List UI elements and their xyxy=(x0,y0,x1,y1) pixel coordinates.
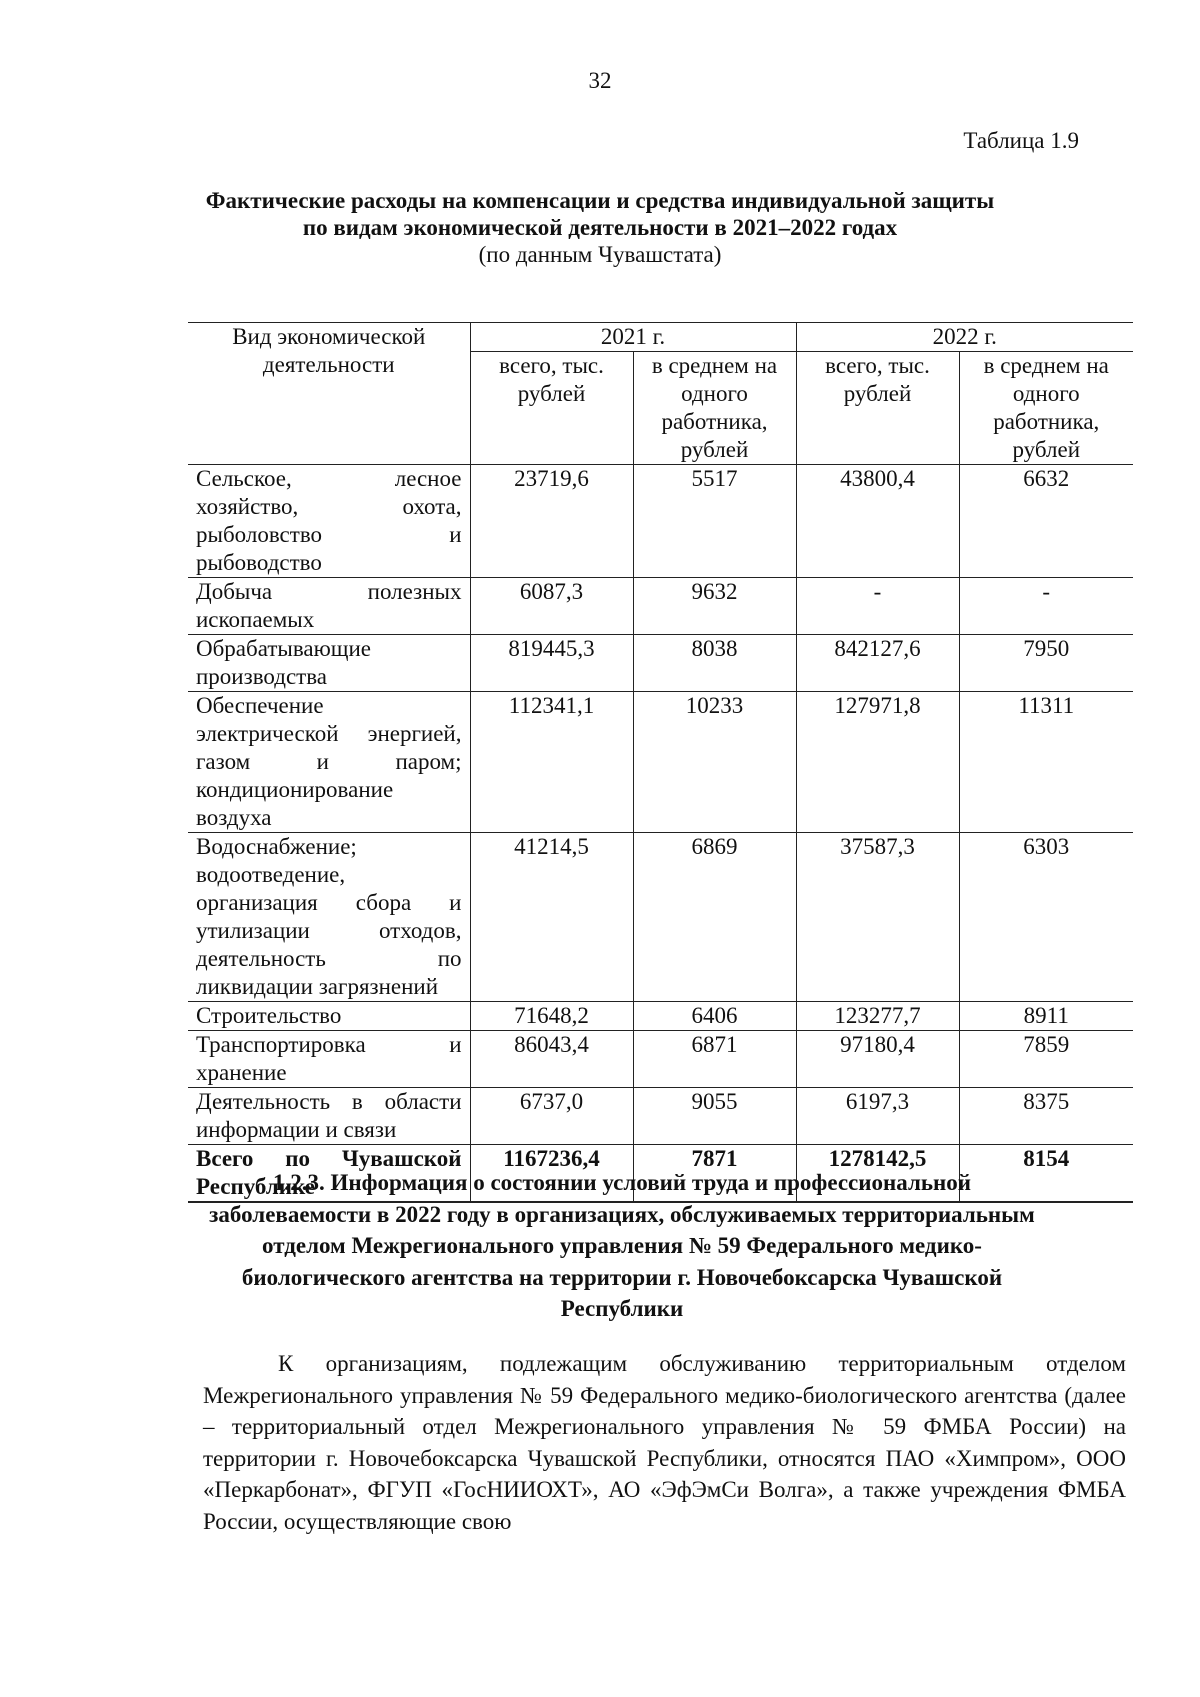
activity-cell: Деятельность в области информации и связи xyxy=(188,1088,470,1145)
total-2022-cell: 123277,7 xyxy=(796,1002,959,1031)
avg-2021-cell: 10233 xyxy=(633,692,796,833)
avg-2022-cell: 7950 xyxy=(959,635,1133,692)
table-row xyxy=(188,465,1133,578)
page-number: 32 xyxy=(588,68,612,93)
avg-2021-cell: 7871 xyxy=(633,1145,796,1203)
table-row xyxy=(188,692,1133,833)
total-2021-cell: 23719,6 xyxy=(470,465,633,578)
total-2021-cell: 71648,2 xyxy=(470,1002,633,1031)
header-activity: Вид экономической деятельности xyxy=(188,323,470,465)
table-row xyxy=(188,578,1133,635)
avg-2021-cell: 6406 xyxy=(633,1002,796,1031)
total-2021-cell: 6087,3 xyxy=(470,578,633,635)
avg-2022-cell: 11311 xyxy=(959,692,1133,833)
avg-2022-cell: 8154 xyxy=(959,1145,1133,1203)
avg-2022-cell: 8375 xyxy=(959,1088,1133,1145)
table-row xyxy=(188,1002,1133,1031)
avg-2021-cell: 6869 xyxy=(633,833,796,1002)
table-row xyxy=(188,1088,1133,1145)
table-row xyxy=(188,833,1133,1002)
avg-2021-cell: 5517 xyxy=(633,465,796,578)
total-2021-cell: 1167236,4 xyxy=(470,1145,633,1203)
total-2022-cell: - xyxy=(796,578,959,635)
header-total-2021: всего, тыс. рублей xyxy=(470,352,633,465)
header-avg-2021: в среднем на одного работника, рублей xyxy=(633,352,796,465)
header-year-2021: 2021 г. xyxy=(470,323,796,352)
body-paragraph: К организациям, подлежащим обслуживанию территориальным отделом Межрегионального управления № 59 Федерального медико-биологического агентства (далее – территориальный отдел Межрегионального управления № 59 ФМБА России) на территории г. Новочебоксарска Чувашской Республики, относятся ПАО «Химпром», ООО «Перкарбонат», ФГУП «ГосНИИОХТ», АО «ЭфЭмСи Волга», а также учреждения ФМБА России, осуществляющие свою xyxy=(203,1351,1126,1534)
activity-cell: Обеспечение электрической энергией, газом и паром; кондиционирование воздуха xyxy=(188,692,470,833)
total-2021-cell: 112341,1 xyxy=(470,692,633,833)
total-2022-cell: 43800,4 xyxy=(796,465,959,578)
total-2022-cell: 6197,3 xyxy=(796,1088,959,1145)
activity-cell: Обрабатывающие производства xyxy=(188,635,470,692)
title-source: (по данным Чувашстата) xyxy=(478,242,722,267)
avg-2021-cell: 9055 xyxy=(633,1088,796,1145)
table-row xyxy=(188,635,1133,692)
avg-2022-cell: 6303 xyxy=(959,833,1133,1002)
total-activity-cell: Всего по Чувашской Республике xyxy=(188,1145,470,1203)
avg-2022-cell: 8911 xyxy=(959,1002,1133,1031)
activity-cell: Строительство xyxy=(188,1002,470,1031)
activity-cell: Сельское, лесное хозяйство, охота, рыболовство и рыбоводство xyxy=(188,465,470,578)
total-2022-cell: 97180,4 xyxy=(796,1031,959,1088)
header-avg-2022: в среднем на одного работника, рублей xyxy=(959,352,1133,465)
avg-2021-cell: 6871 xyxy=(633,1031,796,1088)
total-2022-cell: 842127,6 xyxy=(796,635,959,692)
avg-2021-cell: 9632 xyxy=(633,578,796,635)
table-header-row-1 xyxy=(188,323,1133,352)
total-2021-cell: 41214,5 xyxy=(470,833,633,1002)
section-heading: 1.2.3. Информация о состоянии условий труда и профессиональной заболеваемости в 2022 году в организациях, обслуживаемых территориальным отделом Межрегионального управления № 59 Федерального медико-биологического агентства на территории г. Новочебоксарска Чувашской Республики xyxy=(209,1170,1035,1321)
total-2022-cell: 127971,8 xyxy=(796,692,959,833)
total-2021-cell: 819445,3 xyxy=(470,635,633,692)
total-2022-cell: 37587,3 xyxy=(796,833,959,1002)
table-title xyxy=(150,187,1050,268)
header-year-2022: 2022 г. xyxy=(796,323,1133,352)
header-total-2022: всего, тыс. рублей xyxy=(796,352,959,465)
total-2021-cell: 86043,4 xyxy=(470,1031,633,1088)
avg-2022-cell: - xyxy=(959,578,1133,635)
title-line-1: Фактические расходы на компенсации и средства индивидуальной защиты xyxy=(205,188,995,213)
avg-2022-cell: 7859 xyxy=(959,1031,1133,1088)
title-line-2: по видам экономической деятельности в 2021–2022 годах xyxy=(302,215,898,240)
table-row xyxy=(188,1031,1133,1088)
activity-cell: Водоснабжение; водоотведение, организация сбора и утилизации отходов, деятельность по ликвидации загрязнений xyxy=(188,833,470,1002)
avg-2022-cell: 6632 xyxy=(959,465,1133,578)
activity-cell: Добыча полезных ископаемых xyxy=(188,578,470,635)
table-label: Таблица 1.9 xyxy=(963,128,1079,153)
avg-2021-cell: 8038 xyxy=(633,635,796,692)
expenses-table xyxy=(188,322,1133,1203)
total-2022-cell: 1278142,5 xyxy=(796,1145,959,1203)
activity-cell: Транспортировка и хранение xyxy=(188,1031,470,1088)
total-2021-cell: 6737,0 xyxy=(470,1088,633,1145)
